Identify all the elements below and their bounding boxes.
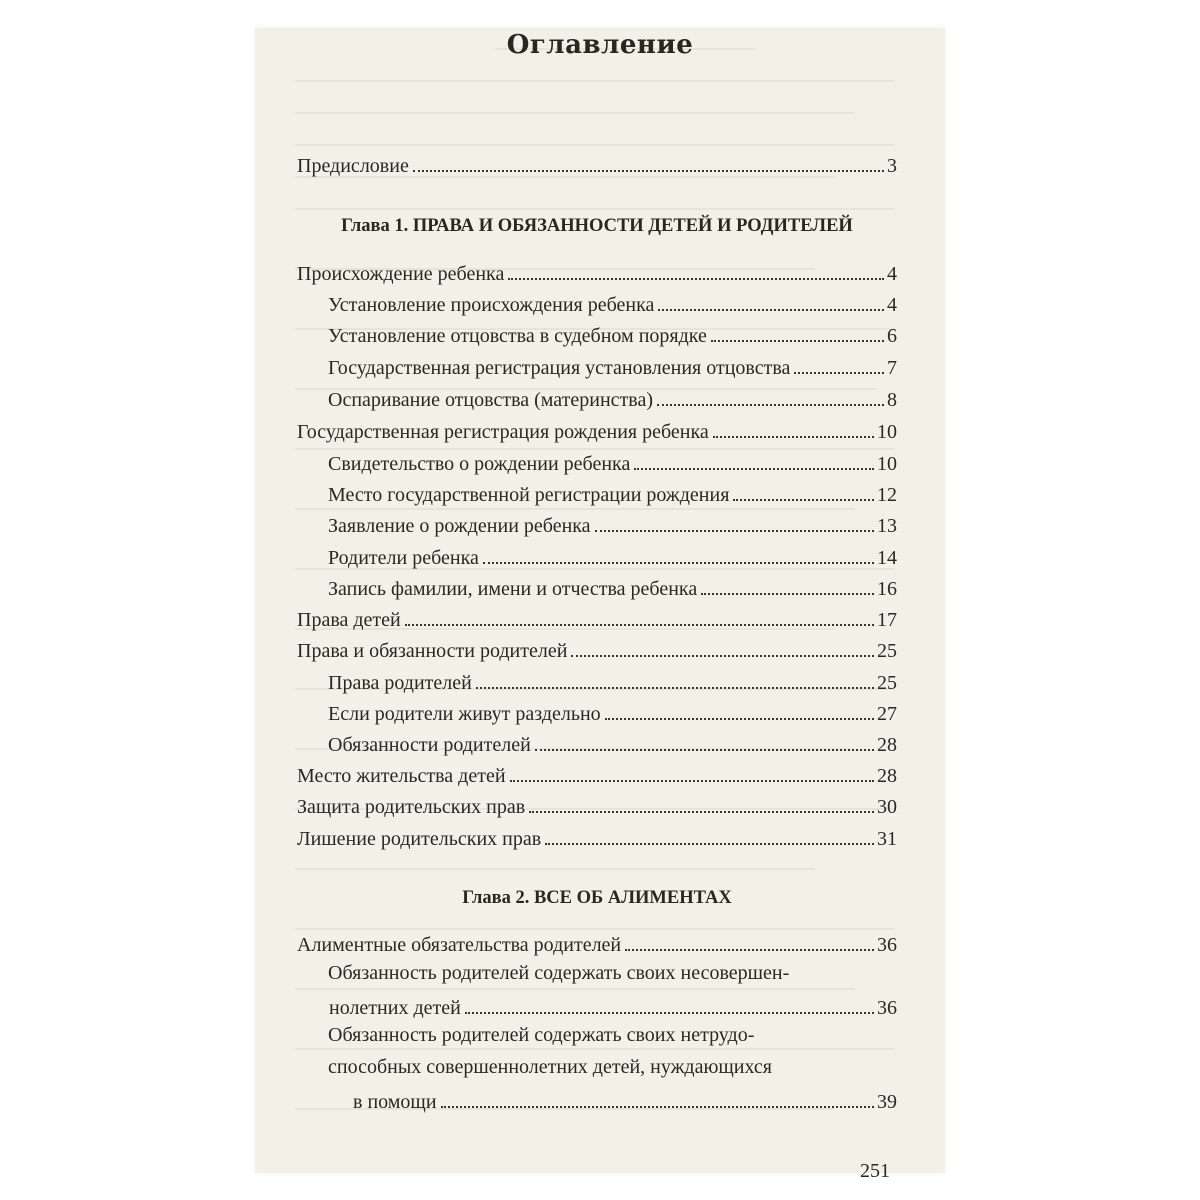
toc-entry-label: Права родителей bbox=[328, 672, 472, 694]
toc-subentry[interactable] bbox=[328, 698, 897, 726]
toc-entry-label: Государственная регистрация установления отцовства bbox=[328, 357, 791, 379]
dot-leader bbox=[476, 687, 874, 689]
dot-leader bbox=[508, 278, 884, 280]
toc-subentry[interactable] bbox=[328, 542, 897, 570]
toc-entry[interactable] bbox=[297, 791, 897, 819]
toc-entry-label: Алиментные обязательства родителей bbox=[297, 934, 622, 956]
toc-entry-page: 17 bbox=[877, 609, 897, 631]
toc-subentry-line[interactable] bbox=[328, 1023, 897, 1051]
toc-entry[interactable] bbox=[297, 604, 897, 632]
toc-entry-label: Защита родительских прав bbox=[297, 796, 526, 818]
toc-subentry[interactable] bbox=[328, 479, 897, 507]
toc-entry-page: 10 bbox=[877, 453, 897, 475]
toc-entry-label: Обязанность родителей содержать своих нетрудо- bbox=[328, 1024, 755, 1046]
toc-entry-label: в помощи bbox=[353, 1091, 437, 1113]
toc-subentry[interactable] bbox=[328, 573, 897, 601]
toc-entry-page: 12 bbox=[877, 484, 897, 506]
toc-entry-page: 4 bbox=[887, 263, 897, 285]
toc-entry-page: 8 bbox=[887, 389, 897, 411]
toc-entry-page: 3 bbox=[887, 155, 897, 177]
toc-entry[interactable] bbox=[297, 635, 897, 663]
toc-entry-page: 36 bbox=[877, 934, 897, 956]
toc-entry-preface[interactable] bbox=[297, 150, 897, 178]
dot-leader bbox=[545, 843, 874, 845]
toc-entry-label: Предисловие bbox=[297, 155, 409, 177]
toc-entry-page: 13 bbox=[877, 515, 897, 537]
toc-entry-label: Установление происхождения ребенка bbox=[328, 294, 655, 316]
toc-entry-label: Установление отцовства в судебном порядке bbox=[328, 325, 707, 347]
page-number: 251 bbox=[860, 1160, 890, 1182]
toc-entry-label: Лишение родительских прав bbox=[297, 828, 542, 850]
toc-subentry[interactable] bbox=[328, 320, 897, 348]
page-title: Оглавление bbox=[506, 30, 694, 60]
toc-entry-label: Родители ребенка bbox=[328, 547, 479, 569]
toc-subentry[interactable] bbox=[328, 992, 897, 1020]
dot-leader bbox=[413, 170, 884, 172]
toc-entry-page: 31 bbox=[877, 828, 897, 850]
toc-entry-label: Обязанности родителей bbox=[328, 734, 531, 756]
toc-entry-label: Запись фамилии, имени и отчества ребенка bbox=[328, 578, 698, 600]
toc-entry-label: Происхождение ребенка bbox=[297, 263, 505, 285]
dot-leader bbox=[405, 624, 874, 626]
dot-leader bbox=[571, 655, 874, 657]
toc-subentry[interactable] bbox=[353, 1086, 897, 1114]
toc-entry-label: Обязанность родителей содержать своих несовершен- bbox=[328, 962, 790, 984]
dot-leader bbox=[733, 499, 874, 501]
toc-entry-page: 28 bbox=[877, 765, 897, 787]
toc-subentry[interactable] bbox=[328, 729, 897, 757]
chapter-heading-2: Глава 2. ВСЕ ОБ АЛИМЕНТАХ bbox=[462, 888, 732, 908]
toc-entry-page: 36 bbox=[877, 997, 897, 1019]
toc-entry-page: 30 bbox=[877, 796, 897, 818]
dot-leader bbox=[711, 340, 884, 342]
toc-entry-page: 7 bbox=[887, 357, 897, 379]
toc-entry-label: Государственная регистрация рождения ребенка bbox=[297, 421, 709, 443]
dot-leader bbox=[465, 1012, 874, 1014]
toc-entry-page: 28 bbox=[877, 734, 897, 756]
toc-subentry[interactable] bbox=[328, 352, 897, 380]
dot-leader bbox=[634, 468, 874, 470]
dot-leader bbox=[625, 949, 874, 951]
dot-leader bbox=[713, 436, 874, 438]
toc-entry-page: 25 bbox=[877, 672, 897, 694]
toc-entry-label: Место государственной регистрации рождения bbox=[328, 484, 730, 506]
toc-entry[interactable] bbox=[297, 823, 897, 851]
toc-subentry[interactable] bbox=[328, 384, 897, 412]
toc-entry-page: 14 bbox=[877, 547, 897, 569]
toc-entry-label: Заявление о рождении ребенка bbox=[328, 515, 591, 537]
toc-entry-page: 39 bbox=[877, 1091, 897, 1113]
dot-leader bbox=[510, 780, 874, 782]
toc-entry[interactable] bbox=[297, 258, 897, 286]
dot-leader bbox=[605, 718, 874, 720]
toc-entry-page: 4 bbox=[887, 294, 897, 316]
toc-entry-label: нолетних детей bbox=[329, 997, 461, 1019]
toc-entry-page: 16 bbox=[877, 578, 897, 600]
toc-subentry-line[interactable] bbox=[328, 1055, 897, 1083]
toc-entry[interactable] bbox=[297, 416, 897, 444]
toc-entry-label: Свидетельство о рождении ребенка bbox=[328, 453, 631, 475]
toc-entry-page: 10 bbox=[877, 421, 897, 443]
chapter-heading-1: Глава 1. ПРАВА И ОБЯЗАННОСТИ ДЕТЕЙ И РОДИТЕЛЕЙ bbox=[341, 216, 853, 236]
dot-leader bbox=[595, 530, 874, 532]
toc-entry[interactable] bbox=[297, 760, 897, 788]
toc-subentry[interactable] bbox=[328, 667, 897, 695]
dot-leader bbox=[658, 309, 884, 311]
dot-leader bbox=[657, 404, 884, 406]
toc-subentry-line[interactable] bbox=[328, 961, 897, 989]
toc-entry-label: Если родители живут раздельно bbox=[328, 703, 601, 725]
toc-entry-label: способных совершеннолетних детей, нуждающихся bbox=[328, 1056, 773, 1078]
dot-leader bbox=[794, 372, 884, 374]
toc-entry-label: Права детей bbox=[297, 609, 401, 631]
toc-entry-label: Оспаривание отцовства (материнства) bbox=[328, 389, 654, 411]
dot-leader bbox=[535, 749, 874, 751]
toc-entry[interactable] bbox=[297, 929, 897, 957]
toc-subentry[interactable] bbox=[328, 289, 897, 317]
toc-entry-page: 27 bbox=[877, 703, 897, 725]
dot-leader bbox=[529, 811, 874, 813]
toc-entry-page: 6 bbox=[887, 325, 897, 347]
dot-leader bbox=[483, 562, 874, 564]
toc-entry-label: Место жительства детей bbox=[297, 765, 506, 787]
toc-subentry[interactable] bbox=[328, 448, 897, 476]
toc-entry-label: Права и обязанности родителей bbox=[297, 640, 568, 662]
toc-subentry[interactable] bbox=[328, 510, 897, 538]
dot-leader bbox=[441, 1106, 874, 1108]
toc-entry-page: 25 bbox=[877, 640, 897, 662]
dot-leader bbox=[701, 593, 874, 595]
